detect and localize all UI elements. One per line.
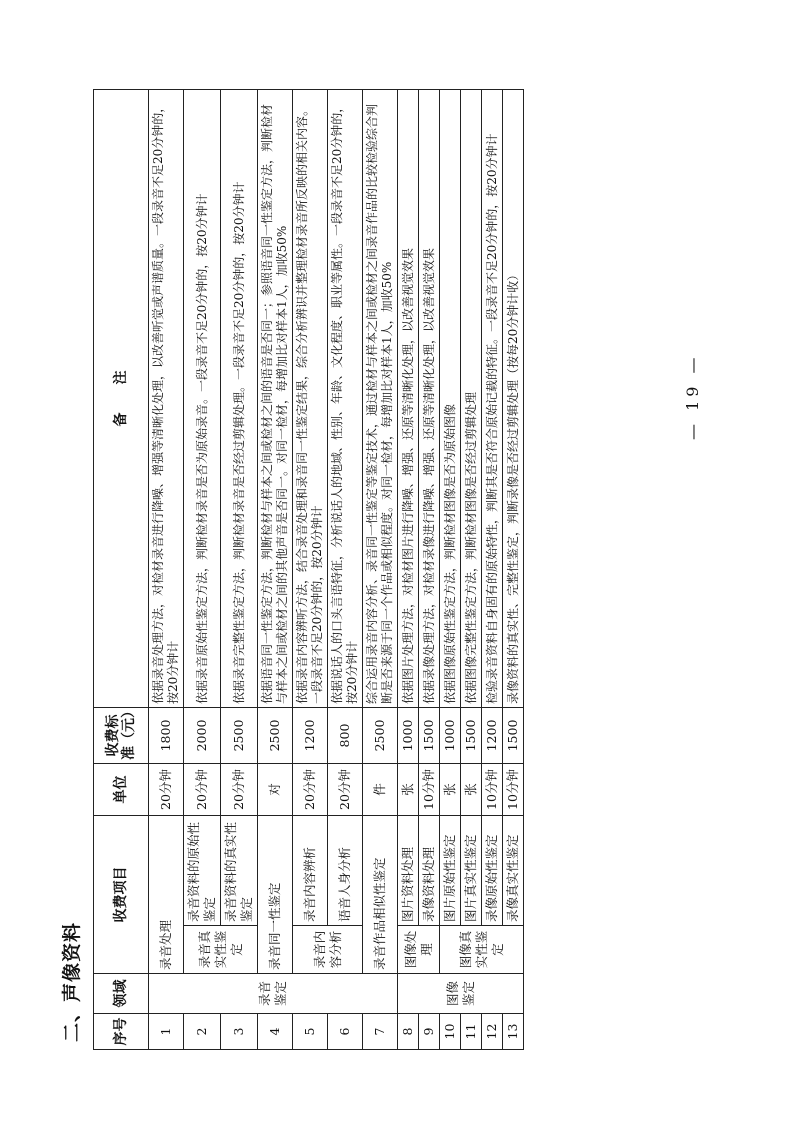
row-item: 录像真实性鉴定: [503, 816, 524, 926]
row-unit: 张: [440, 764, 461, 816]
sub-audio-auth: 录音真实性鉴定: [184, 926, 258, 974]
row-note: 依据录音原始性鉴定方法，判断检材录音是否为原始录音。一段录音不足20分钟的，按20分钟计: [184, 90, 221, 708]
row-note: 依据录音完整性鉴定方法，判断检材录音是否经过剪辑处理。一段录音不足20分钟的，按20分钟计: [221, 90, 258, 708]
row-fee: 2500: [363, 708, 398, 764]
row-no: 12: [482, 1014, 503, 1050]
row-no: 6: [328, 1014, 363, 1050]
table-row: [461, 90, 482, 1050]
sub-image-auth: 图像真实性鉴定: [440, 926, 524, 974]
row-unit: 10分钟: [503, 764, 524, 816]
header-unit: 单位: [94, 764, 149, 816]
table-row: [363, 90, 398, 1050]
row-fee: 1500: [503, 708, 524, 764]
row-note: 依据图像原始性鉴定方法，判断检材图像是否为原始图像: [440, 90, 461, 708]
row-item: 录音资料的真实性鉴定: [221, 816, 258, 926]
row-unit: 20分钟: [328, 764, 363, 816]
table-row: [482, 90, 503, 1050]
table-row: [419, 90, 440, 1050]
row-item: 图片资料处理: [398, 816, 419, 926]
row-unit: 10分钟: [482, 764, 503, 816]
row-fee: 1500: [419, 708, 440, 764]
row-note: 依据录音处理方法，对检材录音进行降噪、增强等清晰化处理，以改善听觉或声谱质量。一段录音不足20分钟的，按20分钟计: [149, 90, 184, 708]
row-fee: 1200: [293, 708, 328, 764]
row-fee: 1000: [440, 708, 461, 764]
row-item: 语音人身分析: [328, 816, 363, 926]
header-item: 收费项目: [94, 816, 149, 974]
row-fee: 1500: [461, 708, 482, 764]
section-title: 二、声像资料: [61, 921, 83, 1042]
page-number: — 19 —: [683, 353, 702, 440]
row-no: 5: [293, 1014, 328, 1050]
row-note: 综合运用录音内容分析、录音同一性鉴定等鉴定技术，通过检材与样本之间或检材之间录音作品的比较检验综合判断是否来源于同一个作品或相似程度。对同一检材，每增加比对样本1人，加收50%: [363, 90, 398, 708]
row-item: 录音内容辨析: [293, 816, 328, 926]
table-row: [503, 90, 524, 1050]
header-note: 备 注: [94, 90, 149, 708]
sub-audio-content: 录音内容分析: [293, 926, 363, 974]
table-row: [398, 90, 419, 1050]
table-row: [328, 90, 363, 1050]
row-no: 10: [440, 1014, 461, 1050]
row-item: 录音资料的原始性鉴定: [184, 816, 221, 926]
row-item: 录音作品相似性鉴定: [363, 816, 398, 974]
row-unit: 20分钟: [221, 764, 258, 816]
row-fee: 1200: [482, 708, 503, 764]
row-item: 录音同一性鉴定: [258, 816, 293, 974]
row-note: 检验录音资料自身固有的原始特性，判断其是否符合原始记载的特征。一段录音不足20分钟的，按20分钟计: [482, 90, 503, 708]
row-no: 3: [221, 1014, 258, 1050]
header-domain: 领域: [94, 974, 149, 1014]
fee-table: [93, 89, 524, 1050]
row-unit: 张: [398, 764, 419, 816]
row-no: 4: [258, 1014, 293, 1050]
row-item: 录音处理: [149, 816, 184, 974]
row-unit: 20分钟: [149, 764, 184, 816]
row-fee: 2500: [221, 708, 258, 764]
row-unit: 对: [258, 764, 293, 816]
row-fee: 2500: [258, 708, 293, 764]
row-fee: 1800: [149, 708, 184, 764]
sub-image-proc: 图像处理: [398, 926, 440, 974]
row-no: 1: [149, 1014, 184, 1050]
row-fee: 2000: [184, 708, 221, 764]
table-row: [184, 90, 221, 1050]
row-item: 录像原始性鉴定: [482, 816, 503, 926]
row-note: 依据说话人的口头言语特征，分析说话人的地域、性别、年龄、文化程度、职业等属性。一段录音不足20分钟的，按20分钟计: [328, 90, 363, 708]
domain-image: 图像鉴定: [398, 974, 524, 1014]
table-row: [293, 90, 328, 1050]
row-unit: 件: [363, 764, 398, 816]
table-row: [149, 90, 184, 1050]
row-note: 录像资料的真实性、完整性鉴定，判断录像是否经过剪辑处理（按每20分钟计收）: [503, 90, 524, 708]
row-no: 9: [419, 1014, 440, 1050]
row-unit: 10分钟: [419, 764, 440, 816]
row-item: 录像资料处理: [419, 816, 440, 926]
row-item: 图片真实性鉴定: [461, 816, 482, 926]
row-fee: 1000: [398, 708, 419, 764]
row-unit: 20分钟: [184, 764, 221, 816]
row-no: 11: [461, 1014, 482, 1050]
row-unit: 张: [461, 764, 482, 816]
row-item: 图片原始性鉴定: [440, 816, 461, 926]
row-no: 2: [184, 1014, 221, 1050]
table-row: [258, 90, 293, 1050]
row-fee: 800: [328, 708, 363, 764]
row-no: 13: [503, 1014, 524, 1050]
rotated-page: [51, 80, 741, 1060]
domain-audio: 录音鉴定: [149, 974, 398, 1014]
table-row: [221, 90, 258, 1050]
row-note: 依据图片处理方法，对检材图片进行降噪、增强、还原等清晰化处理，以改善视觉效果: [398, 90, 419, 708]
row-note: 依据录像处理方法，对检材录像进行降噪、增强、还原等清晰化处理，以改善视觉效果: [419, 90, 440, 708]
row-no: 8: [398, 1014, 419, 1050]
table-header-row: [94, 90, 149, 1050]
header-no: 序号: [94, 1014, 149, 1050]
row-note: 依据语音同一性鉴定方法，判断检材与样本之间或检材之间的语音是否同一；参照语音同一性鉴定方法，判断检材与样本之间或检材之间的其他声音是否同一。对同一检材，每增加比对样本1人，加收50%: [258, 90, 293, 708]
row-no: 7: [363, 1014, 398, 1050]
row-note: 依据录音内容辨听方法，结合录音处理和录音同一性鉴定结果，综合分析辨识并整理检材录音所反映的相关内容。一段录音不足20分钟的，按20分钟计: [293, 90, 328, 708]
row-note: 依据图像完整性鉴定方法，判断检材图像是否经过剪辑处理: [461, 90, 482, 708]
table-row: [440, 90, 461, 1050]
header-fee: 收费标准（元）: [94, 708, 149, 764]
row-unit: 20分钟: [293, 764, 328, 816]
